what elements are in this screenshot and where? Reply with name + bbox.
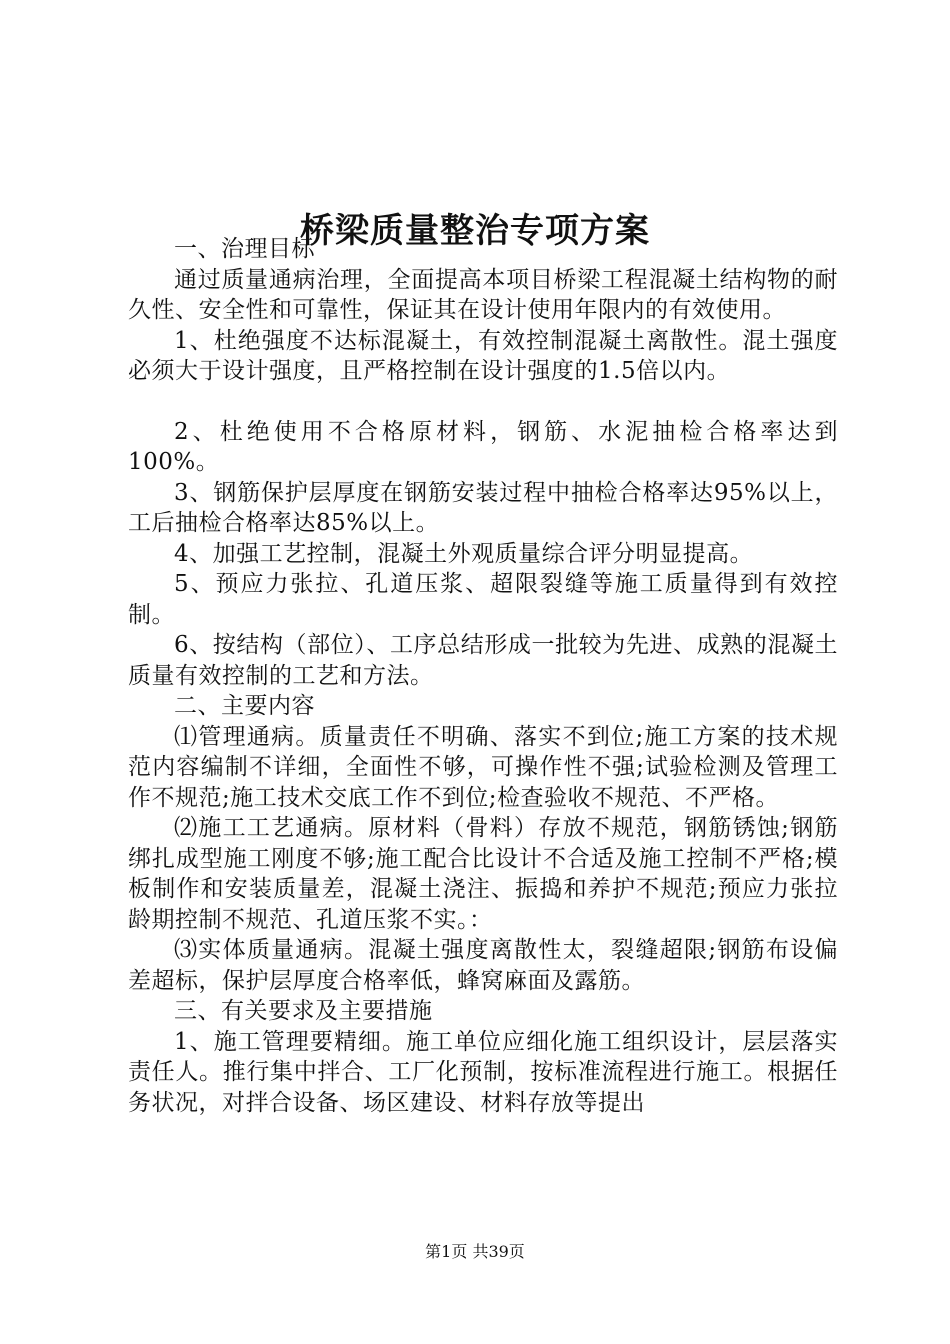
paragraph: 6、按结构（部位）、工序总结形成一批较为先进、成熟的混凝土质量有效控制的工艺和方法。 [128,632,838,689]
section-heading: 二、主要内容 [174,693,315,719]
section-heading: 一、治理目标 [174,236,315,262]
paragraph: 1、杜绝强度不达标混凝土，有效控制混凝土离散性。混土强度必须大于设计强度，且严格控制在设计强度的1.5倍以内。 [128,327,838,384]
page-number: 第1页 共39页 [425,1242,525,1261]
document-body [128,234,838,1118]
paragraph: 4、加强工艺控制，混凝土外观质量综合评分明显提高。 [174,540,754,567]
paragraph: 3、钢筋保护层厚度在钢筋安装过程中抽检合格率达95%以上，工后抽检合格率达85%以上。 [128,479,838,536]
paragraph: ⑴管理通病。质量责任不明确、落实不到位;施工方案的技术规范内容编制不详细，全面性不够，可操作性不强;试验检测及管理工作不规范;施工技术交底工作不到位;检查验收不规范、不严格。 [128,723,838,811]
section-heading: 三、有关要求及主要措施 [174,998,433,1024]
paragraph: 5、预应力张拉、孔道压浆、超限裂缝等施工质量得到有效控制。 [128,571,838,628]
paragraph: 通过质量通病治理，全面提高本项目桥梁工程混凝土结构物的耐久性、安全性和可靠性，保证其在设计使用年限内的有效使用。 [128,266,838,323]
paragraph: 1、施工管理要精细。施工单位应细化施工组织设计，层层落实责任人。推行集中拌合、工厂化预制，按标准流程进行施工。根据任务状况，对拌合设备、场区建设、材料存放等提出 [128,1028,838,1116]
paragraph: ⑵施工工艺通病。原材料（骨料）存放不规范，钢筋锈蚀;钢筋绑扎成型施工刚度不够;施工配合比设计不合适及施工控制不严格;模板制作和安装质量差，混凝土浇注、振捣和养护不规范;预应力张拉龄期控制不规范、孔道压浆不实。： [128,815,838,933]
paragraph: ⑶实体质量通病。混凝土强度离散性太，裂缝超限;钢筋布设偏差超标，保护层厚度合格率低，蜂窝麻面及露筋。 [128,937,838,994]
document-title: 桥梁质量整治专项方案 [300,210,650,251]
paragraph: 2、杜绝使用不合格原材料，钢筋、水泥抽检合格率达到100%。 [128,418,838,475]
